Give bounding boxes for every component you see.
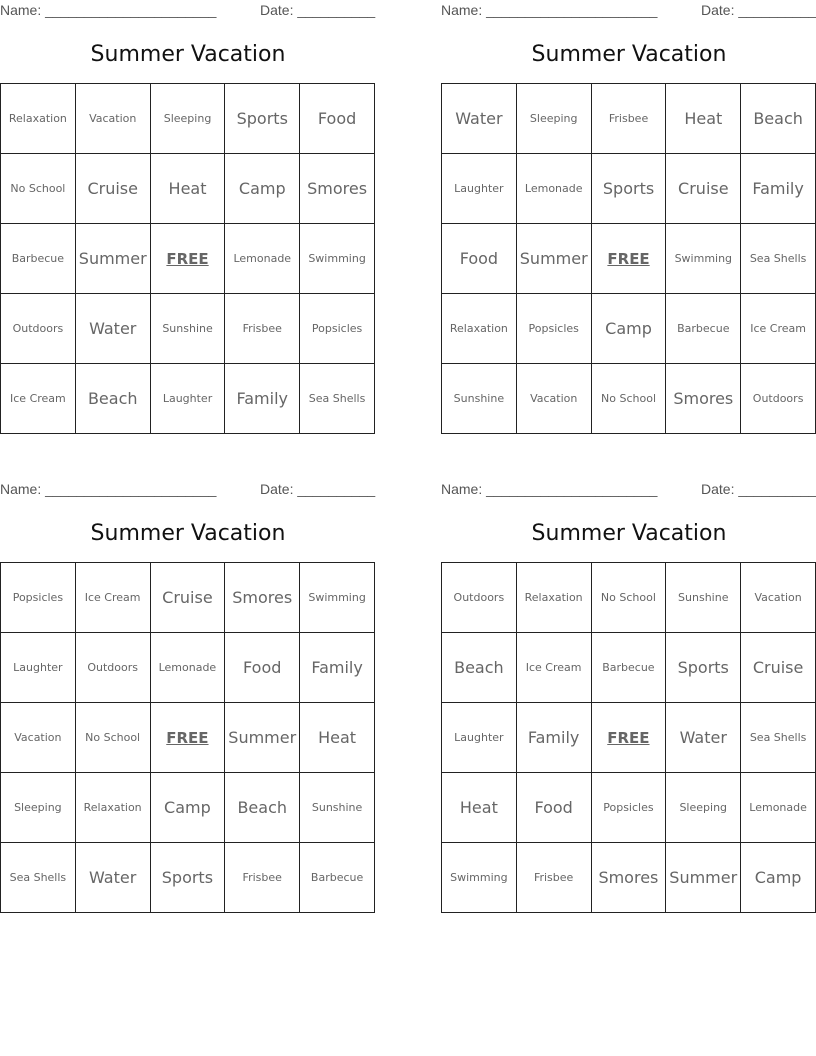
bingo-cell: Water <box>442 84 517 154</box>
bingo-cell: Sports <box>666 633 741 703</box>
bingo-cell: Sleeping <box>150 84 225 154</box>
bingo-cell: Camp <box>225 154 300 224</box>
grid-row <box>1 843 375 913</box>
card-title: Summer Vacation <box>90 42 286 67</box>
bingo-cell: Sports <box>225 84 300 154</box>
bingo-cell: Swimming <box>666 224 741 294</box>
bingo-cell: Cruise <box>75 154 150 224</box>
bingo-cell: Sleeping <box>666 773 741 843</box>
grid-row <box>1 294 375 364</box>
card-title: Summer Vacation <box>90 521 286 546</box>
bingo-grid <box>0 83 375 434</box>
bingo-cell: Sunshine <box>150 294 225 364</box>
bingo-cell: Summer <box>666 843 741 913</box>
grid-row <box>1 703 375 773</box>
free-space-cell: FREE <box>150 703 225 773</box>
bingo-cell: Laughter <box>150 364 225 434</box>
bingo-cell: Swimming <box>442 843 517 913</box>
bingo-cell: Ice Cream <box>75 563 150 633</box>
grid-row <box>1 563 375 633</box>
bingo-cell: Relaxation <box>516 563 591 633</box>
free-space-cell: FREE <box>591 224 666 294</box>
free-space-cell: FREE <box>591 703 666 773</box>
date-field-label: Date: __________ <box>260 2 376 18</box>
bingo-cell: Popsicles <box>1 563 76 633</box>
bingo-cell: Vacation <box>75 84 150 154</box>
bingo-cell: Laughter <box>442 703 517 773</box>
bingo-cell: Family <box>225 364 300 434</box>
grid-row <box>1 364 375 434</box>
bingo-cell: Sunshine <box>300 773 375 843</box>
bingo-cell: Cruise <box>150 563 225 633</box>
bingo-cell: Heat <box>442 773 517 843</box>
bingo-cell: Lemonade <box>741 773 816 843</box>
bingo-cell: Water <box>75 843 150 913</box>
name-field-label: Name: ______________________ <box>441 481 658 497</box>
bingo-cell: Summer <box>75 224 150 294</box>
bingo-cell: Sea Shells <box>300 364 375 434</box>
bingo-cell: Relaxation <box>1 84 76 154</box>
bingo-cell: Water <box>666 703 741 773</box>
bingo-cell: Frisbee <box>516 843 591 913</box>
bingo-cell: Swimming <box>300 224 375 294</box>
grid-row <box>1 633 375 703</box>
bingo-cell: Sunshine <box>666 563 741 633</box>
bingo-cell: Sea Shells <box>741 224 816 294</box>
bingo-cell: Food <box>300 84 375 154</box>
bingo-cell: Cruise <box>666 154 741 224</box>
bingo-cell: Beach <box>741 84 816 154</box>
name-field-label: Name: ______________________ <box>0 481 217 497</box>
bingo-cell: Beach <box>225 773 300 843</box>
card-header <box>441 2 816 20</box>
bingo-grid <box>441 562 816 913</box>
bingo-cell: Barbecue <box>591 633 666 703</box>
bingo-cell: No School <box>591 364 666 434</box>
card-header <box>0 481 376 499</box>
grid-row <box>442 84 816 154</box>
grid-row <box>1 154 375 224</box>
bingo-cell: Sea Shells <box>1 843 76 913</box>
bingo-cell: Ice Cream <box>516 633 591 703</box>
bingo-cell: Camp <box>150 773 225 843</box>
bingo-cell: Heat <box>150 154 225 224</box>
bingo-cell: Frisbee <box>591 84 666 154</box>
bingo-cell: Beach <box>75 364 150 434</box>
bingo-cell: Laughter <box>1 633 76 703</box>
grid-row <box>442 294 816 364</box>
bingo-cell: Barbecue <box>300 843 375 913</box>
bingo-cell: Camp <box>741 843 816 913</box>
bingo-cell: Lemonade <box>225 224 300 294</box>
date-field-label: Date: __________ <box>701 2 816 18</box>
bingo-cell: Sleeping <box>516 84 591 154</box>
bingo-cell: Frisbee <box>225 294 300 364</box>
free-space-cell: FREE <box>150 224 225 294</box>
date-field-label: Date: __________ <box>260 481 376 497</box>
bingo-cell: Sports <box>591 154 666 224</box>
bingo-cell: Food <box>225 633 300 703</box>
bingo-cell: Popsicles <box>516 294 591 364</box>
card-title: Summer Vacation <box>531 42 727 67</box>
grid-row <box>1 84 375 154</box>
bingo-cell: Popsicles <box>591 773 666 843</box>
bingo-cell: Swimming <box>300 563 375 633</box>
bingo-cell: Barbecue <box>1 224 76 294</box>
bingo-cell: No School <box>1 154 76 224</box>
name-field-label: Name: ______________________ <box>441 2 658 18</box>
card-title: Summer Vacation <box>531 521 727 546</box>
bingo-grid <box>0 562 375 913</box>
grid-row <box>442 773 816 843</box>
bingo-cell: Heat <box>300 703 375 773</box>
grid-row <box>1 773 375 843</box>
bingo-cell: Family <box>741 154 816 224</box>
bingo-cell: Food <box>516 773 591 843</box>
bingo-cell: Laughter <box>442 154 517 224</box>
bingo-cell: Outdoors <box>442 563 517 633</box>
bingo-cell: Sleeping <box>1 773 76 843</box>
bingo-cell: No School <box>75 703 150 773</box>
bingo-cell: Smores <box>225 563 300 633</box>
bingo-cell: Camp <box>591 294 666 364</box>
bingo-cell: Food <box>442 224 517 294</box>
bingo-cell: Smores <box>300 154 375 224</box>
bingo-cell: Heat <box>666 84 741 154</box>
bingo-grid <box>441 83 816 434</box>
bingo-cell: Summer <box>516 224 591 294</box>
bingo-cell: Outdoors <box>75 633 150 703</box>
bingo-cell: Sunshine <box>442 364 517 434</box>
bingo-cell: Ice Cream <box>1 364 76 434</box>
bingo-cell: Sports <box>150 843 225 913</box>
bingo-cell: Vacation <box>741 563 816 633</box>
bingo-cell: Lemonade <box>516 154 591 224</box>
bingo-cell: Barbecue <box>666 294 741 364</box>
grid-row <box>442 703 816 773</box>
bingo-cell: Family <box>516 703 591 773</box>
card-header <box>441 481 816 499</box>
bingo-cell: Family <box>300 633 375 703</box>
bingo-cell: Vacation <box>1 703 76 773</box>
grid-row <box>1 224 375 294</box>
bingo-cell: Smores <box>591 843 666 913</box>
grid-row <box>442 633 816 703</box>
card-header <box>0 2 376 20</box>
bingo-cell: Water <box>75 294 150 364</box>
bingo-cell: Relaxation <box>75 773 150 843</box>
date-field-label: Date: __________ <box>701 481 816 497</box>
bingo-cell: Smores <box>666 364 741 434</box>
bingo-cell: Outdoors <box>1 294 76 364</box>
grid-row <box>442 364 816 434</box>
bingo-cell: Popsicles <box>300 294 375 364</box>
name-field-label: Name: ______________________ <box>0 2 217 18</box>
bingo-cell: Lemonade <box>150 633 225 703</box>
bingo-cell: Cruise <box>741 633 816 703</box>
bingo-cell: Vacation <box>516 364 591 434</box>
bingo-cell: Ice Cream <box>741 294 816 364</box>
bingo-cell: Frisbee <box>225 843 300 913</box>
bingo-cell: Relaxation <box>442 294 517 364</box>
bingo-cell: Outdoors <box>741 364 816 434</box>
grid-row <box>442 154 816 224</box>
bingo-cell: No School <box>591 563 666 633</box>
grid-row <box>442 563 816 633</box>
bingo-cell: Beach <box>442 633 517 703</box>
bingo-cell: Sea Shells <box>741 703 816 773</box>
bingo-cell: Summer <box>225 703 300 773</box>
grid-row <box>442 224 816 294</box>
grid-row <box>442 843 816 913</box>
